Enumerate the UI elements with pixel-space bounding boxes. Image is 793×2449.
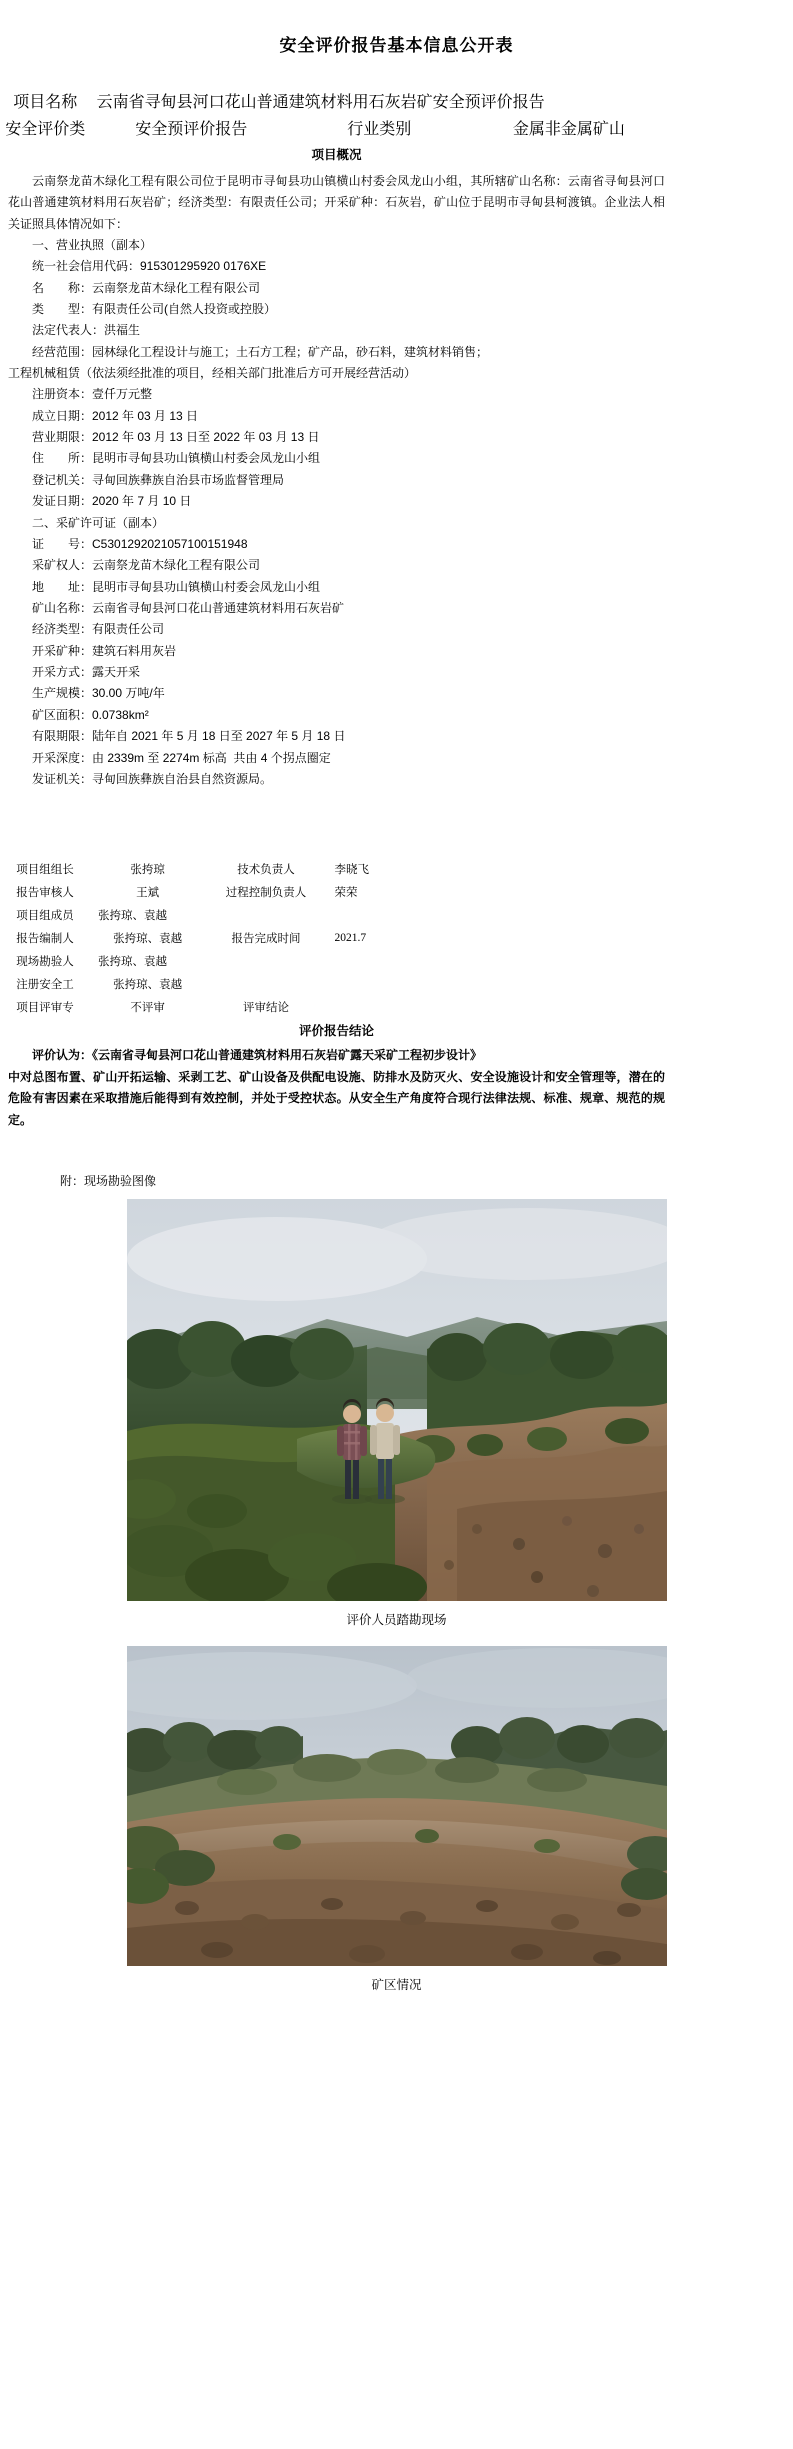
overview-section-two-title: 二、采矿许可证（副本）: [32, 515, 165, 530]
photo-block-2: [60, 1646, 733, 1993]
mining-permit-line-7: 生产规模：30.00 万吨/年: [32, 686, 165, 701]
row-value-review-expert: 不评审: [130, 1001, 165, 1014]
row-label-blank-1: [207, 973, 324, 994]
overview-section-header: 项目概况: [311, 147, 362, 162]
project-name-label: 项目名称: [13, 93, 78, 111]
page-title: 安全评价报告基本信息公开表: [279, 36, 514, 55]
project-name-value: 云南省寻甸县河口花山普通建筑材料用石灰岩矿安全预评价报告: [96, 93, 545, 111]
photo-caption-1: 评价人员踏勘现场: [346, 1612, 447, 1627]
table-row: [2, 927, 671, 948]
table-row: [2, 858, 671, 879]
row-label-site-inspector: 现场勘验人: [16, 955, 74, 968]
mining-permit-line-4: 经济类型：有限责任公司: [32, 622, 165, 637]
attachment-note: 附：现场勘验图像: [60, 1173, 157, 1188]
business-scope-line-2: 工程机械租赁（依法须经批准的项目，经相关部门批准后方可开展经营活动）: [8, 366, 417, 381]
mining-permit-line-0: 证 号：C5301292021057100151948: [32, 536, 248, 551]
row-label-tech-lead: 技术负责人: [237, 863, 295, 876]
overview-cell: [2, 168, 671, 818]
mining-area-photo: [127, 1646, 667, 1966]
license-more-line-4: 登记机关：寻甸回族彝族自治县市场监督管理局: [32, 472, 285, 487]
overview-section-one-title: 一、营业执照（副本）: [32, 237, 153, 252]
mining-permit-line-6: 开采方式：露天开采: [32, 665, 141, 680]
row-value-report-reviewer: 王斌: [136, 886, 160, 899]
eval-type-label: 安全评价类: [5, 120, 86, 138]
eval-type-value: 安全预评价报告: [135, 120, 248, 138]
site-survey-photo: [127, 1199, 667, 1601]
mining-permit-line-2: 地 址：昆明市寻甸县功山镇横山村委会凤龙山小组: [32, 579, 321, 594]
mining-permit-line-10: 开采深度：由 2339m 至 2274m 标高 共由 4 个拐点圈定: [32, 750, 331, 765]
industry-label: 行业类别: [347, 120, 412, 138]
row-value-report-author: 张挎琼、袁越: [113, 932, 183, 945]
table-row: [2, 950, 671, 971]
row-value-tech-lead: 李晓飞: [334, 863, 369, 876]
conclusion-section-header: 评价报告结论: [298, 1023, 374, 1038]
row-value-completion-time: 2021.7: [334, 931, 367, 944]
license-more-line-0: 注册资本：壹仟万元整: [32, 387, 153, 402]
row-value-registered-safety-engineer: 张挎琼、袁越: [113, 978, 183, 991]
license-more-line-2: 营业期限：2012 年 03 月 13 日至 2022 年 03 月 13 日: [32, 430, 320, 445]
license-line-0: 统一社会信用代码：915301295920 0176XE: [32, 259, 267, 274]
row-label-review-conclusion: 评审结论: [242, 1001, 289, 1014]
row-value-blank-1: [327, 973, 672, 994]
row-label-team-members: 项目组成员: [16, 909, 74, 922]
conclusion-line-2: 中对总图布置、矿山开拓运输、采剥工艺、矿山设备及供配电设施、防排水及防灭火、安全设施设计和安全管理等，潜在的危险有害因素在采取措施后能得到有效控制，并处于受控状态。从安全生产角度符合现行法律法规、标准、规章、规范的规定。: [8, 1069, 665, 1127]
table-row: [2, 881, 671, 902]
table-row: [2, 996, 671, 1017]
mining-permit-line-5: 开采矿种：建筑石料用灰岩: [32, 643, 177, 658]
overview-body: [8, 171, 665, 808]
row-label-completion-time: 报告完成时间: [231, 932, 301, 945]
row-value-project-leader: 张挎琼: [130, 863, 165, 876]
mining-permit-line-3: 矿山名称：云南省寻甸县河口花山普通建筑材料用石灰岩矿: [32, 600, 345, 615]
table-row-eval-type: [2, 115, 671, 140]
row-label-project-leader: 项目组组长: [16, 863, 74, 876]
photo-block-1: [60, 1199, 733, 1628]
photo-caption-2: 矿区情况: [371, 1977, 422, 1992]
license-more-line-3: 住 所：昆明市寻甸县功山镇横山村委会凤龙山小组: [32, 451, 321, 466]
table-row-conclusion-header: [2, 1019, 671, 1040]
mining-permit-line-11: 发证机关：寻甸回族彝族自治县自然资源局。: [32, 771, 273, 786]
row-label-registered-safety-engineer: 注册安全工: [16, 978, 74, 991]
conclusion-body: [8, 1045, 665, 1131]
mining-permit-line-9: 有限期限：陆年自 2021 年 5 月 18 日至 2027 年 5 月 18 日: [32, 729, 346, 744]
license-line-1: 名 称：云南祭龙苗木绿化工程有限公司: [32, 280, 261, 295]
table-row-overview-body: [2, 168, 671, 818]
row-value-process-control: 荣荣: [334, 886, 358, 899]
conclusion-line-1: 评价认为：《云南省寻甸县河口花山普通建筑材料用石灰岩矿露天采矿工程初步设计》: [32, 1048, 483, 1063]
license-more-line-5: 发证日期：2020 年 7 月 10 日: [32, 494, 192, 509]
overview-bottom-spacer: [8, 790, 665, 808]
row-value-review-conclusion: [327, 996, 672, 1017]
table-row: [2, 973, 671, 994]
row-label-process-control: 过程控制负责人: [225, 886, 307, 899]
row-label-review-expert: 项目评审专: [16, 1001, 74, 1014]
overview-intro: 云南祭龙苗木绿化工程有限公司位于昆明市寻甸县功山镇横山村委会凤龙山小组，其所辖矿山名称：云南省寻甸县河口花山普通建筑材料用石灰岩矿；经济类型：有限责任公司；开采矿种：石灰岩，矿山位于昆明市寻甸县柯渡镇。企业法人相关证照具体情况如下：: [8, 173, 665, 231]
license-line-2: 类 型：有限责任公司(自然人投资或控股）: [32, 301, 276, 316]
row-label-report-author: 报告编制人: [16, 932, 74, 945]
mining-permit-line-1: 采矿权人：云南祭龙苗木绿化工程有限公司: [32, 558, 261, 573]
conclusion-cell: [2, 1042, 671, 1145]
license-line-3: 法定代表人：洪福生: [32, 323, 141, 338]
row-label-report-reviewer: 报告审核人: [16, 886, 74, 899]
row-value-team-members: 张挎琼、袁越: [97, 909, 167, 922]
business-scope-line-1: 经营范围：园林绿化工程设计与施工；土石方工程；矿产品，砂石料，建筑材料销售；: [32, 344, 489, 359]
table-row-conclusion-body: [2, 1042, 671, 1145]
basic-info-table: [0, 86, 673, 820]
mining-permit-line-8: 矿区面积：0.0738km²: [32, 707, 149, 722]
row-value-site-inspector: 张挎琼、袁越: [97, 955, 167, 968]
table-row-project-name: [2, 88, 671, 113]
table-row: [2, 904, 671, 925]
personnel-table: [0, 856, 673, 1147]
industry-value: 金属非金属矿山: [512, 120, 625, 138]
table-row-overview-header: [2, 142, 671, 166]
license-more-line-1: 成立日期：2012 年 03 月 13 日: [32, 408, 199, 423]
